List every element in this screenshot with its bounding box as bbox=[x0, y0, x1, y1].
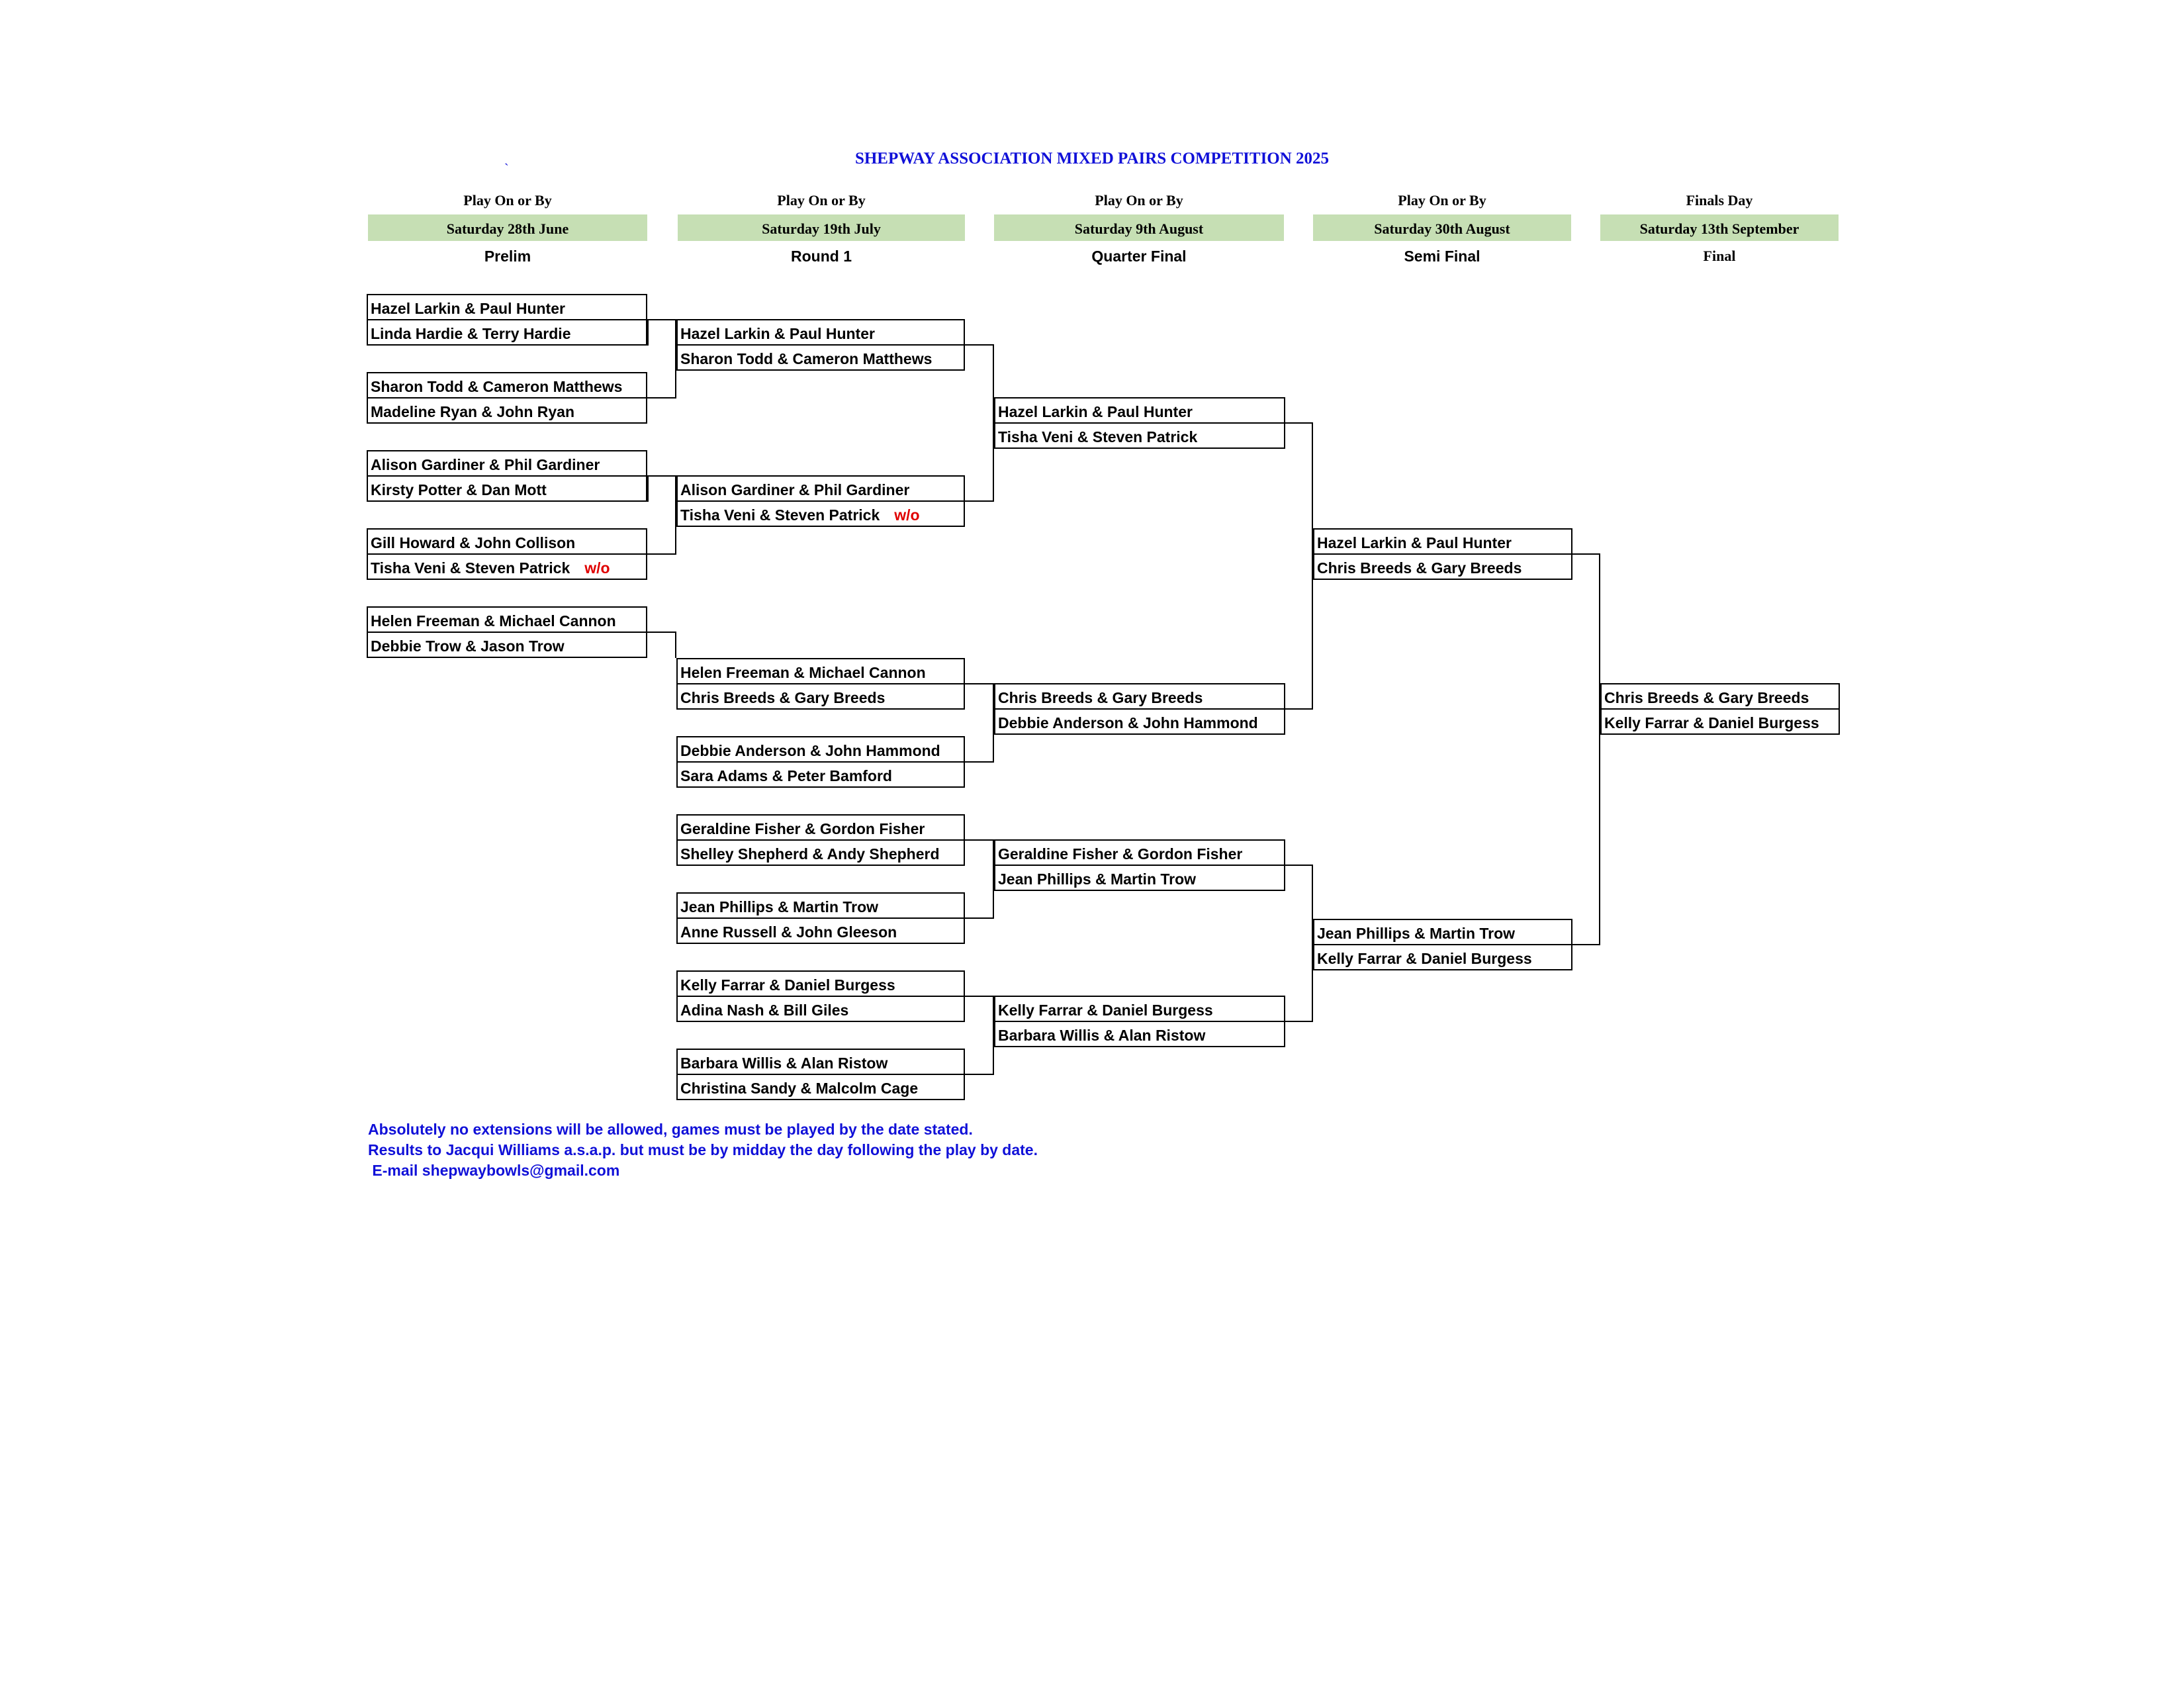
bracket-connector bbox=[675, 475, 676, 553]
bracket-connector bbox=[964, 839, 994, 841]
round1-team-16: Christina Sandy & Malcolm Cage bbox=[676, 1074, 965, 1100]
round1-team-4-name: Tisha Veni & Steven Patrick bbox=[680, 506, 880, 524]
bracket-connector bbox=[993, 683, 994, 763]
bracket-connector bbox=[1284, 708, 1313, 710]
bracket-connector bbox=[964, 344, 994, 346]
prelim-team-7: Gill Howard & John Collison bbox=[367, 528, 647, 555]
round1-team-3: Alison Gardiner & Phil Gardiner bbox=[676, 475, 965, 502]
qf-team-5: Geraldine Fisher & Gordon Fisher bbox=[994, 839, 1285, 866]
round1-team-8: Sara Adams & Peter Bamford bbox=[676, 761, 965, 788]
bracket-connector bbox=[646, 632, 676, 633]
note-extensions: Absolutely no extensions will be allowed, games must be played by the date stated. bbox=[368, 1121, 973, 1138]
bracket-connector bbox=[964, 683, 994, 684]
sf-team-3: Jean Phillips & Martin Trow bbox=[1313, 919, 1572, 945]
prelim-team-1: Hazel Larkin & Paul Hunter bbox=[367, 294, 647, 320]
col5-date: Saturday 13th September bbox=[1600, 214, 1839, 241]
bracket-connector bbox=[647, 475, 649, 502]
bracket-connector bbox=[1284, 1021, 1313, 1022]
prelim-team-4: Madeline Ryan & John Ryan bbox=[367, 397, 647, 424]
bracket-connector bbox=[964, 996, 994, 997]
col4-date: Saturday 30th August bbox=[1313, 214, 1571, 241]
col3-date: Saturday 9th August bbox=[994, 214, 1284, 241]
note-results: Results to Jacqui Williams a.s.a.p. but must be by midday the day following the play by date. bbox=[368, 1141, 1038, 1158]
final-team-1: Chris Breeds & Gary Breeds bbox=[1600, 683, 1840, 710]
bracket-connector bbox=[993, 344, 994, 502]
sf-team-2: Chris Breeds & Gary Breeds bbox=[1313, 553, 1572, 580]
bracket-connector bbox=[647, 319, 649, 346]
col2-date: Saturday 19th July bbox=[678, 214, 965, 241]
prelim-team-9: Helen Freeman & Michael Cannon bbox=[367, 606, 647, 633]
bracket-connector bbox=[646, 475, 676, 477]
col2-play-label: Play On or By bbox=[777, 192, 866, 209]
round1-team-7: Debbie Anderson & John Hammond bbox=[676, 736, 965, 763]
qf-team-7: Kelly Farrar & Daniel Burgess bbox=[994, 996, 1285, 1022]
col2-round: Round 1 bbox=[791, 248, 852, 265]
bracket-connector bbox=[646, 553, 676, 555]
round1-team-10: Shelley Shepherd & Andy Shepherd bbox=[676, 839, 965, 866]
round1-team-14: Adina Nash & Bill Giles bbox=[676, 996, 965, 1022]
bracket-connector bbox=[964, 761, 994, 763]
prelim-team-8 bbox=[367, 553, 647, 580]
round1-team-2: Sharon Todd & Cameron Matthews bbox=[676, 344, 965, 371]
round1-team-5: Helen Freeman & Michael Cannon bbox=[676, 658, 965, 684]
qf-team-6: Jean Phillips & Martin Trow bbox=[994, 865, 1285, 891]
note-email: E-mail shepwaybowls@gmail.com bbox=[368, 1162, 620, 1179]
qf-team-2: Tisha Veni & Steven Patrick bbox=[994, 422, 1285, 449]
walkover-mark: w/o bbox=[584, 559, 610, 577]
col3-play-label: Play On or By bbox=[1095, 192, 1183, 209]
col4-round: Semi Final bbox=[1404, 248, 1480, 265]
prelim-team-10: Debbie Trow & Jason Trow bbox=[367, 632, 647, 658]
prelim-team-6: Kirsty Potter & Dan Mott bbox=[367, 475, 647, 502]
bracket-connector bbox=[1284, 422, 1313, 424]
bracket-connector bbox=[675, 319, 676, 397]
bracket-connector bbox=[675, 632, 676, 658]
prelim-team-3: Sharon Todd & Cameron Matthews bbox=[367, 372, 647, 399]
prelim-team-8-name: Tisha Veni & Steven Patrick bbox=[371, 559, 570, 577]
qf-team-8: Barbara Willis & Alan Ristow bbox=[994, 1021, 1285, 1047]
round1-team-12: Anne Russell & John Gleeson bbox=[676, 917, 965, 944]
prelim-team-5: Alison Gardiner & Phil Gardiner bbox=[367, 450, 647, 477]
round1-team-9: Geraldine Fisher & Gordon Fisher bbox=[676, 814, 965, 841]
qf-team-4: Debbie Anderson & John Hammond bbox=[994, 708, 1285, 735]
bracket-connector bbox=[1284, 865, 1313, 866]
bracket-connector bbox=[964, 917, 994, 919]
col1-play-label: Play On or By bbox=[463, 192, 552, 209]
bracket-connector bbox=[1312, 865, 1313, 1022]
bracket-connector bbox=[1571, 944, 1600, 945]
col5-play-label: Finals Day bbox=[1686, 192, 1753, 209]
round1-team-13: Kelly Farrar & Daniel Burgess bbox=[676, 970, 965, 997]
sf-team-4: Kelly Farrar & Daniel Burgess bbox=[1313, 944, 1572, 970]
bracket-connector bbox=[646, 319, 676, 320]
stray-mark: ` bbox=[504, 162, 509, 176]
bracket-connector bbox=[1571, 553, 1600, 555]
col4-play-label: Play On or By bbox=[1398, 192, 1486, 209]
round1-team-11: Jean Phillips & Martin Trow bbox=[676, 892, 965, 919]
qf-team-3: Chris Breeds & Gary Breeds bbox=[994, 683, 1285, 710]
bracket-connector bbox=[1312, 422, 1313, 710]
final-team-2: Kelly Farrar & Daniel Burgess bbox=[1600, 708, 1840, 735]
col1-round: Prelim bbox=[484, 248, 531, 265]
col1-date: Saturday 28th June bbox=[368, 214, 647, 241]
bracket-connector bbox=[1599, 553, 1600, 945]
bracket-connector bbox=[993, 839, 994, 919]
bracket-connector bbox=[964, 1074, 994, 1075]
round1-team-1: Hazel Larkin & Paul Hunter bbox=[676, 319, 965, 346]
round1-team-15: Barbara Willis & Alan Ristow bbox=[676, 1049, 965, 1075]
sf-team-1: Hazel Larkin & Paul Hunter bbox=[1313, 528, 1572, 555]
walkover-mark: w/o bbox=[894, 506, 920, 524]
col5-round: Final bbox=[1703, 248, 1736, 264]
page-title: SHEPWAY ASSOCIATION MIXED PAIRS COMPETITION 2025 bbox=[854, 150, 1330, 167]
bracket-connector bbox=[993, 996, 994, 1075]
bracket-connector bbox=[646, 397, 676, 399]
bracket-connector bbox=[964, 500, 994, 502]
qf-team-1: Hazel Larkin & Paul Hunter bbox=[994, 397, 1285, 424]
round1-team-4 bbox=[676, 500, 965, 527]
col3-round: Quarter Final bbox=[1091, 248, 1187, 265]
prelim-team-2: Linda Hardie & Terry Hardie bbox=[367, 319, 647, 346]
round1-team-6: Chris Breeds & Gary Breeds bbox=[676, 683, 965, 710]
